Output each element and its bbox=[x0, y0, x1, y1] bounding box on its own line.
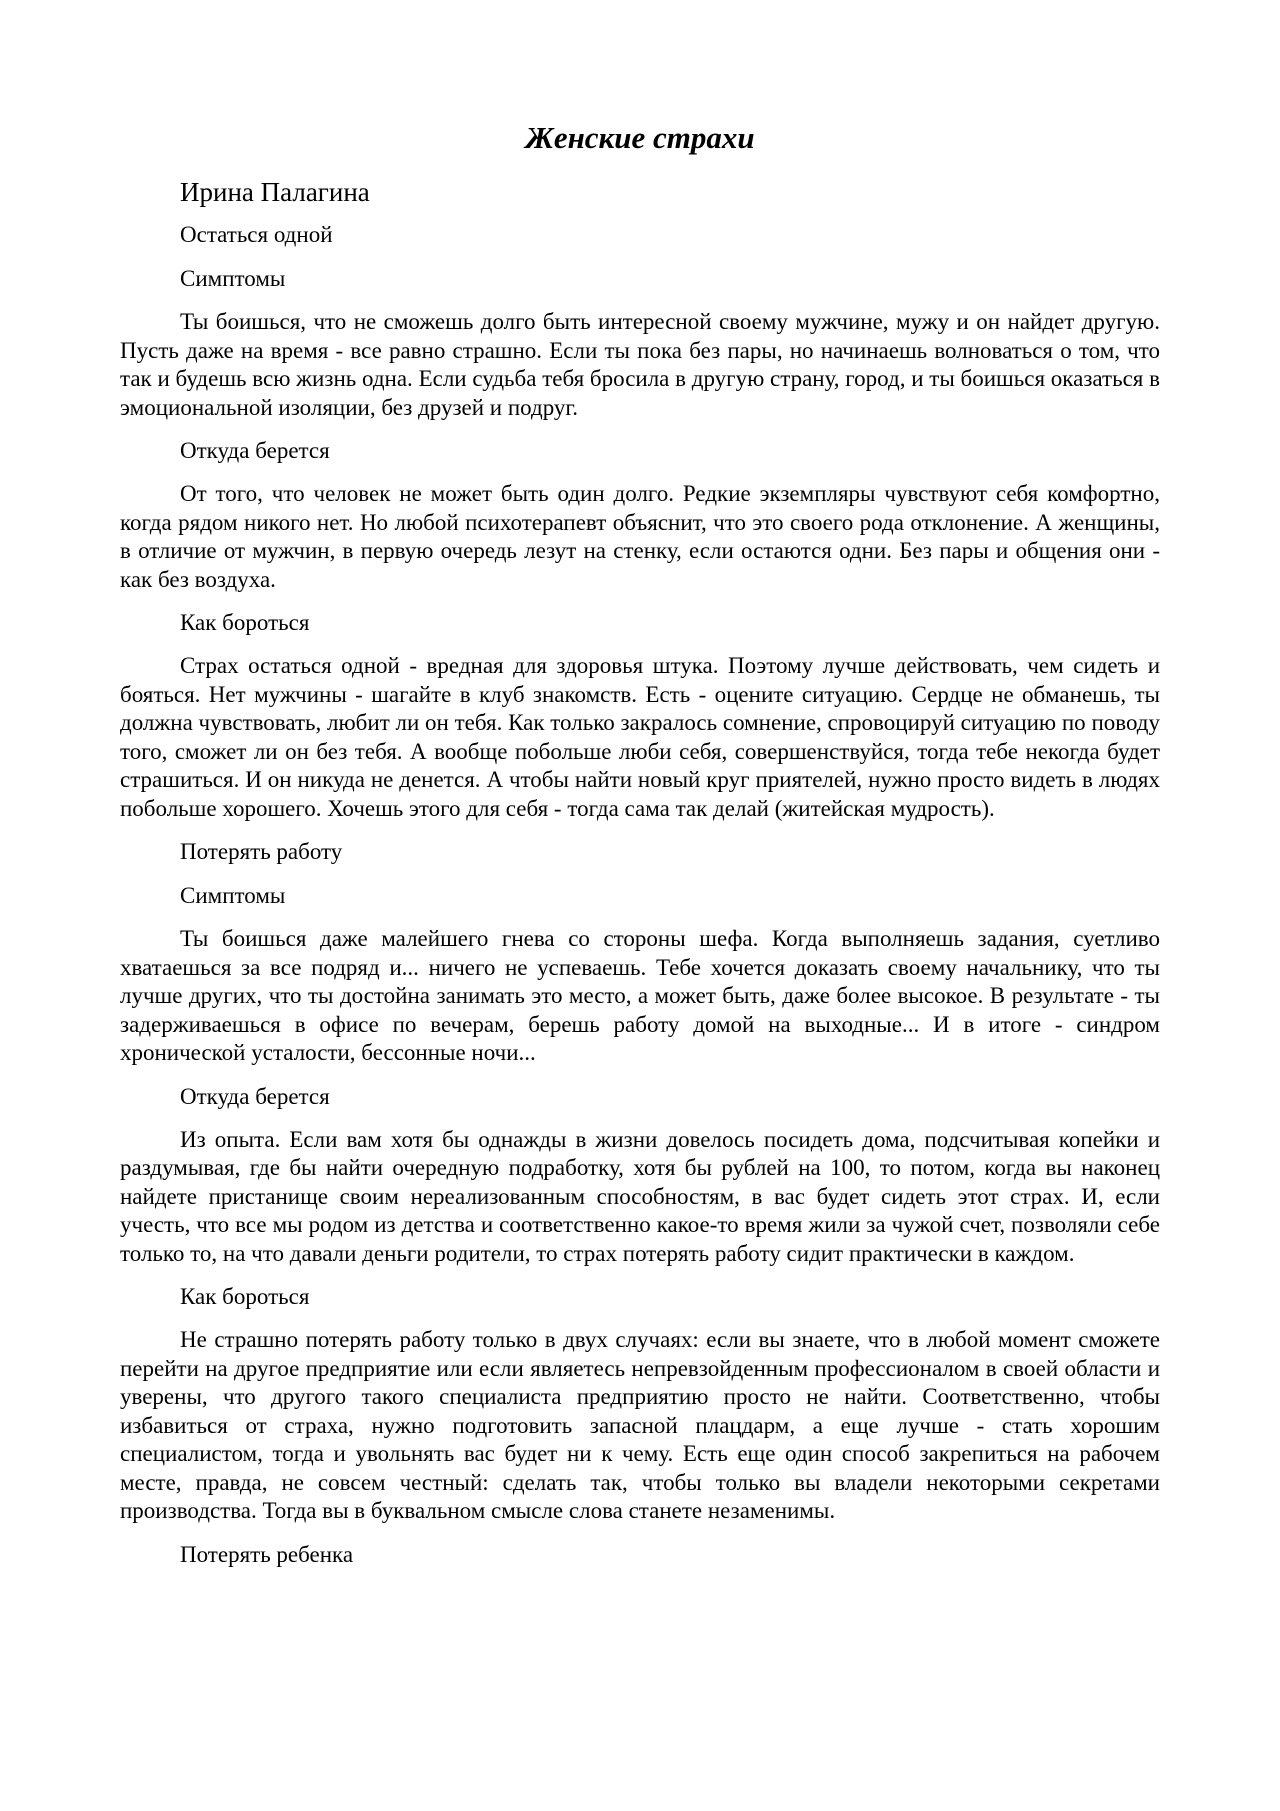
author-name: Ирина Палагина bbox=[180, 177, 370, 207]
subsection-heading: Симптомы bbox=[180, 883, 286, 908]
subsection-heading: Откуда берется bbox=[180, 1083, 330, 1109]
section-heading: Потерять ребенка bbox=[180, 1541, 354, 1567]
document-title: Женские страхи bbox=[525, 120, 755, 155]
section-heading: Остаться одной bbox=[180, 222, 333, 247]
subsection-heading: Симптомы bbox=[180, 266, 286, 291]
document-body bbox=[120, 174, 1160, 1584]
subsection-heading: Как бороться bbox=[180, 1284, 310, 1309]
paragraph: От того, что человек не может быть один долго. Редкие экземпляры чувствуют себя комфортно, когда рядом никого нет. Но любой психотерапевт объяснит, что это своего рода отклонение. А женщины, в отличие от мужчин, в первую очередь лезут на стенку, если остаются одни. Без пары и общения они - как без воздуха. bbox=[120, 481, 1160, 592]
paragraph: Ты боишься даже малейшего гнева со стороны шефа. Когда выполняешь задания, суетливо хватаешься за все подряд и... ничего не успеваешь. Тебе хочется доказать своему начальнику, что ты лучше других, что ты достойна занимать это место, а может быть, даже более высокое. В результате - ты задерживаешься в офисе по вечерам, берешь работу домой на выходные... И в итоге - синдром хронической усталости, бессонные ночи... bbox=[120, 926, 1160, 1065]
paragraph: Страх остаться одной - вредная для здоровья штука. Поэтому лучше действовать, чем сидеть и бояться. Нет мужчины - шагайте в клуб знакомств. Есть - оцените ситуацию. Сердце не обманешь, ты должна чувствовать, любит ли он тебя. Как только закралось сомнение, спровоцируй ситуацию по поводу того, сможет ли он без тебя. А вообще побольше люби себя, совершенствуйся, тогда тебе некогда будет страшиться. И он никуда не денется. А чтобы найти новый круг приятелей, нужно просто видеть в людях побольше хорошего. Хочешь этого для себя - тогда сама так делай (житейская мудрость). bbox=[120, 653, 1160, 821]
subsection-heading: Откуда берется bbox=[180, 438, 330, 463]
paragraph: Не страшно потерять работу только в двух случаях: если вы знаете, что в любой момент сможете перейти на другое предприятие или если являетесь непревзойденным профессионалом в своей области и уверены, что другого такого специалиста предприятию просто не найти. Соответственно, чтобы избавиться от страха, нужно подготовить запасной плацдарм, а еще лучше - стать хорошим специалистом, тогда и увольнять вас будет ни к чему. Есть еще один способ закрепиться на рабочем месте, правда, не совсем честный: сделать так, чтобы только вы владели некоторыми секретами производства. Тогда вы в буквальном смысле слова станете незаменимы. bbox=[120, 1327, 1160, 1523]
paragraph: Из опыта. Если вам хотя бы однажды в жизни довелось посидеть дома, подсчитывая копейки и раздумывая, где бы найти очередную подработку, хотя бы рублей на 100, то потом, когда вы наконец найдете пристанище своим нереализованным способностям, в вас будет сидеть этот страх. И, если учесть, что все мы родом из детства и соответственно какое-то время жили за чужой счет, позволяли себе только то, на что давали деньги родители, то страх потерять работу сидит практически в каждом. bbox=[120, 1126, 1160, 1266]
subsection-heading: Как бороться bbox=[180, 610, 310, 635]
section-heading: Потерять работу bbox=[180, 839, 343, 864]
paragraph: Ты боишься, что не сможешь долго быть интересной своему мужчине, мужу и он найдет другую. Пусть даже на время - все равно страшно. Если ты пока без пары, но начинаешь волноваться о том, что так и будешь всю жизнь одна. Если судьба тебя бросила в другую страну, город, и ты боишься оказаться в эмоциональной изоляции, без друзей и подруг. bbox=[120, 309, 1160, 420]
